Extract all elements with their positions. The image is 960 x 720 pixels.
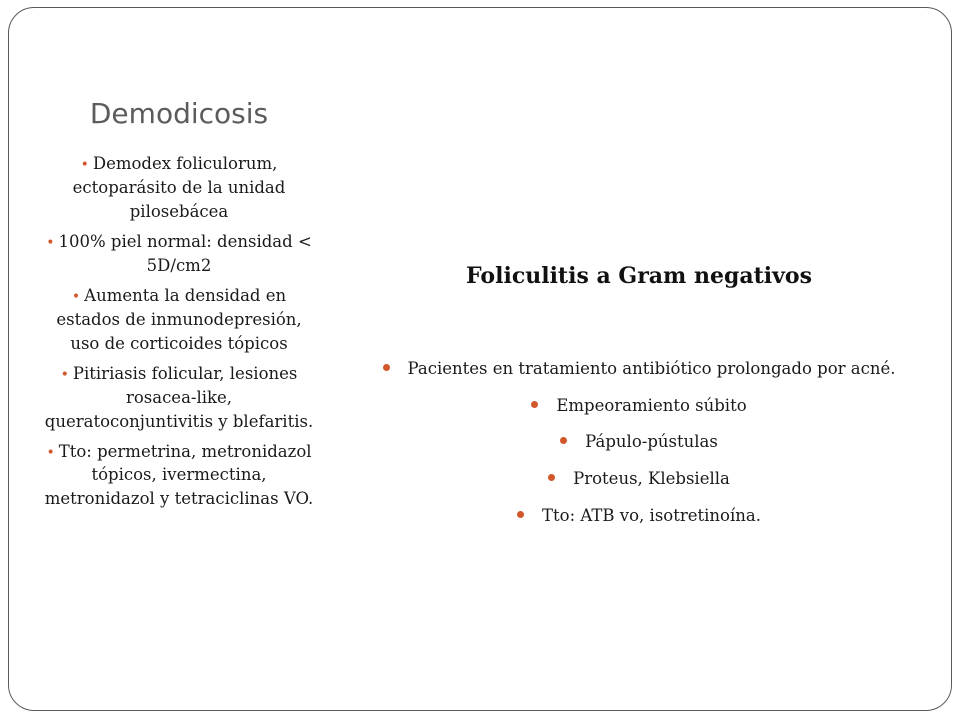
bullet-icon: • [60,366,69,383]
list-item-text: Tto: permetrina, metronidazol tópicos, ivermectina, metronidazol y tetraciclinas VO. [44,441,314,509]
bullet-icon: • [46,444,55,461]
list-item [40,284,318,356]
list-item [40,440,318,512]
bullet-icon [531,401,538,408]
list-item [380,394,898,418]
right-bullet-list [380,357,898,529]
list-item [380,357,898,381]
left-bullet-list [30,152,328,511]
list-item-text: 100% piel normal: densidad < 5D/cm2 [58,232,312,276]
list-item-text: Proteus, Klebsiella [573,469,730,489]
list-item-text: Pacientes en tratamiento antibiótico prolongado por acné. [407,358,896,378]
list-item [40,152,318,224]
list-item-text: Empeoramiento súbito [556,395,747,415]
left-column [30,96,328,517]
bullet-icon [517,511,524,518]
bullet-icon: • [80,157,89,174]
list-item [380,467,898,491]
list-item-text: Demodex foliculorum, ectoparásito de la unidad pilosebácea [72,154,286,222]
list-item [380,430,898,454]
list-item [380,504,898,528]
list-item-text: Pápulo-pústulas [585,432,718,452]
right-title: Foliculitis a Gram negativos [466,263,812,289]
right-column [380,262,898,541]
list-item-text: Tto: ATB vo, isotretinoína. [542,506,761,526]
bullet-icon [560,437,567,444]
bullet-icon [383,364,390,371]
bullet-icon: • [46,235,55,252]
bullet-icon: • [71,289,81,305]
list-item [40,230,318,278]
list-item-text: Aumenta la densidad en estados de inmunodepresión, uso de corticoides tópicos [56,286,302,353]
left-title: Demodicosis [89,97,269,130]
list-item [40,362,318,434]
list-item-text: Pitiriasis folicular, lesiones rosacea-like, queratoconjuntivitis y blefaritis. [44,363,314,431]
bullet-icon [548,474,555,481]
